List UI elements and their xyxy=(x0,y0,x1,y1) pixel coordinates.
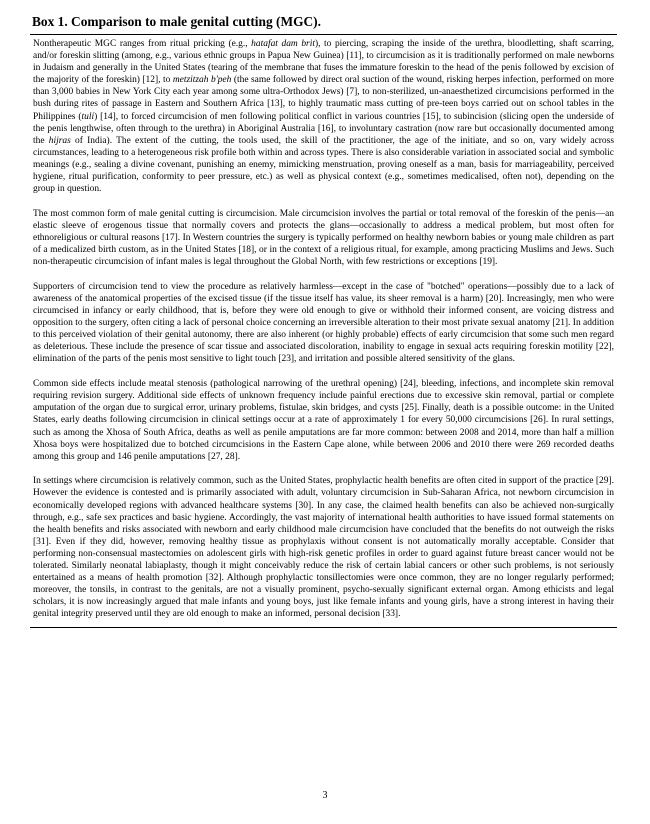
box-body xyxy=(30,35,617,621)
italic-term: hijras xyxy=(48,135,71,146)
box-title: Box 1. Comparison to male genital cutting (MGC). xyxy=(32,14,321,29)
italic-term: tuli xyxy=(81,111,95,122)
paragraph-5 xyxy=(33,475,614,620)
italic-term: metzitzah b'peh xyxy=(172,75,232,86)
text-run: Nontherapeutic MGC ranges from ritual pricking (e.g., xyxy=(33,39,252,49)
paragraph-1 xyxy=(33,38,614,195)
box-bottom-rule xyxy=(30,627,617,628)
paragraph-2 xyxy=(33,208,614,268)
text-run: of India). The extent of the cutting, the tools used, the skill of the practitioner, the age of the initiate, and so on, vary widely across circumstances, leading to a heterogeneous risk profile both within and across types. There is also considerable variation in associated social and symbolic meanings (e.g., sealing a divine covenant, punishing an enemy, mimicking menstruation, proving oneself as a man, basis for marriageability, perceived hygiene, ritual purification, conformity to peer pressure, etc.) as well as physical context (e.g., sometimes medicalised, often not), depending on the group in question. xyxy=(33,135,614,195)
text-run: Common side effects include meatal stenosis (pathological narrowing of the urethral opening) [24], bleeding, infections, and incomplete skin removal requiring revision surgery. Additional side effects of unknown frequency include painful erections due to excessive skin removal, partial or complete amputation of the organ due to surgical error, urinary problems, fistulae, skin bridges, and cysts [25]. Finally, death is a possible outcome: in the United States, early deaths following circumcision in clinical settings occur at a rate of approximately 1 for every 50,000 circumcisions [26]. In rural settings, such as among the Xhosa of South Africa, deaths as well as penile amputations are far more common: between 2008 and 2014, more than half a million Xhosa boys were hospitalized due to botched circumcisions in the Eastern Cape alone, while between 2006 and 2010 there were 269 recorded deaths among this group and 146 penile amputations [27, 28]. xyxy=(33,379,614,462)
comparison-box xyxy=(30,12,617,628)
text-run: ) [14], to forced circumcision of men following political conflict in various countries [15], to subincision (slicing open the underside of the penis lengthwise, often through to the urethra) in Aboriginal Australia [16], to involuntary castration (now rare but occasionally documented among the xyxy=(33,111,614,146)
paragraph-3 xyxy=(33,281,614,366)
paragraph-4 xyxy=(33,378,614,463)
text-run: Supporters of circumcision tend to view the procedure as relatively harmless—except in the case of "botched" operations—possibly due to a lack of awareness of the anatomical properties of the excised tissue (if the tissue itself has value, its sheer removal is a harm) [20]. Increasingly, men who were circumcised in infancy or early childhood, that is, before they were old enough to give or withhold their informed consent, are voicing distress and opposition to the surgery, often citing a lack of personal choice concerning an irreversible alteration to their most private sexual anatomy [21]. In addition to this perceived violation of their genital autonomy, there are also inherent (or highly probable) effects of early circumcision that some such men regard as deleterious. These include the presence of scar tissue and associated discoloration, inability to engage in sexual acts requiring foreskin motility [22], elimination of the parts of the penis most sensitive to light touch [23], and irritation and possible altered sensitivity of the glans. xyxy=(33,281,614,365)
text-run: The most common form of male genital cutting is circumcision. Male circumcision involves the partial or total removal of the foreskin of the penis—an elastic sleeve of erogenous tissue that normally covers and protects the glans—occasionally to address a medical problem, but most often for ethnoreligious or cultural reasons [17]. In Western countries the surgery is typically performed on healthy newborn babies or young male children as part of a medicalized birth custom, as in the United States [18], or in the context of a religious ritual, for example, among practicing Muslims and Jews. Such non-therapeutic circumcision of infant males is legal throughout the Global North, with few restrictions or exceptions [19]. xyxy=(33,208,614,268)
text-run: In settings where circumcision is relatively common, such as the United States, prophylactic health benefits are often cited in support of the practice [29]. However the evidence is contested and is primarily associated with adult, voluntary circumcision in Sub-Saharan Africa, not newborn circumcision in economically developed regions with advanced healthcare systems [30]. In any case, the claimed health benefits can also be achieved non-surgically through, e.g., safe sex practices and basic hygiene. Accordingly, the vast majority of international health authorities to have issued formal statements on the health benefits and risks associated with newborn and early childhood male circumcision have concluded that the benefits do not outweigh the risks [31]. Even if they did, however, removing healthy tissue as prophylaxis without consent is not automatically morally acceptable. Consider that performing non-consensual mastectomies on adolescent girls with high-risk genetic profiles in order to guard against future breast cancer would not be tolerated. Similarly neonatal labiaplasty, though it might conceivably reduce the risk of certain labial cancers or other such problems, is not seriously entertained as a means of health promotion [32]. Although prophylactic tonsillectomies were once common, they are no longer regularly performed; moreover, the tonsils, in contrast to the genitals, are not a visually prominent, psycho-sexually significant external organ. Among ethicists and legal scholars, it is now increasingly argued that male infants and young boys, just like female infants and young girls, have a strong interest in having their genital integrity preserved until they are old enough to make an informed, personal decision [33]. xyxy=(33,476,614,620)
text-run: ), to piercing, scraping the inside of the urethra, bloodletting, shaft scarring, and/or foreskin slitting (among, e.g., various ethnic groups in Papua New Guinea) [11], to circumcision as it is traditionally performed on male newborns in Judaism and generally in the United States (tearing of the membrane that fuses the immature foreskin to the head of the penis followed by excision of the majority of the foreskin) [12], to xyxy=(33,39,614,86)
text-run: (the same followed by direct oral suction of the wound, risking herpes infection, performed on more than 3,000 babies in New York City each year among some ultra-Orthodox Jews) [7], to non-sterilized, un-anaesthetized circumcisions performed in the bush during rites of passage in Eastern and Southern Africa [13], to highly traumatic mass cutting of pre-teen boys carried out on school tables in the Philippines ( xyxy=(33,75,614,122)
page-number: 3 xyxy=(322,790,328,801)
italic-term: hatafat dam brit xyxy=(251,39,315,49)
